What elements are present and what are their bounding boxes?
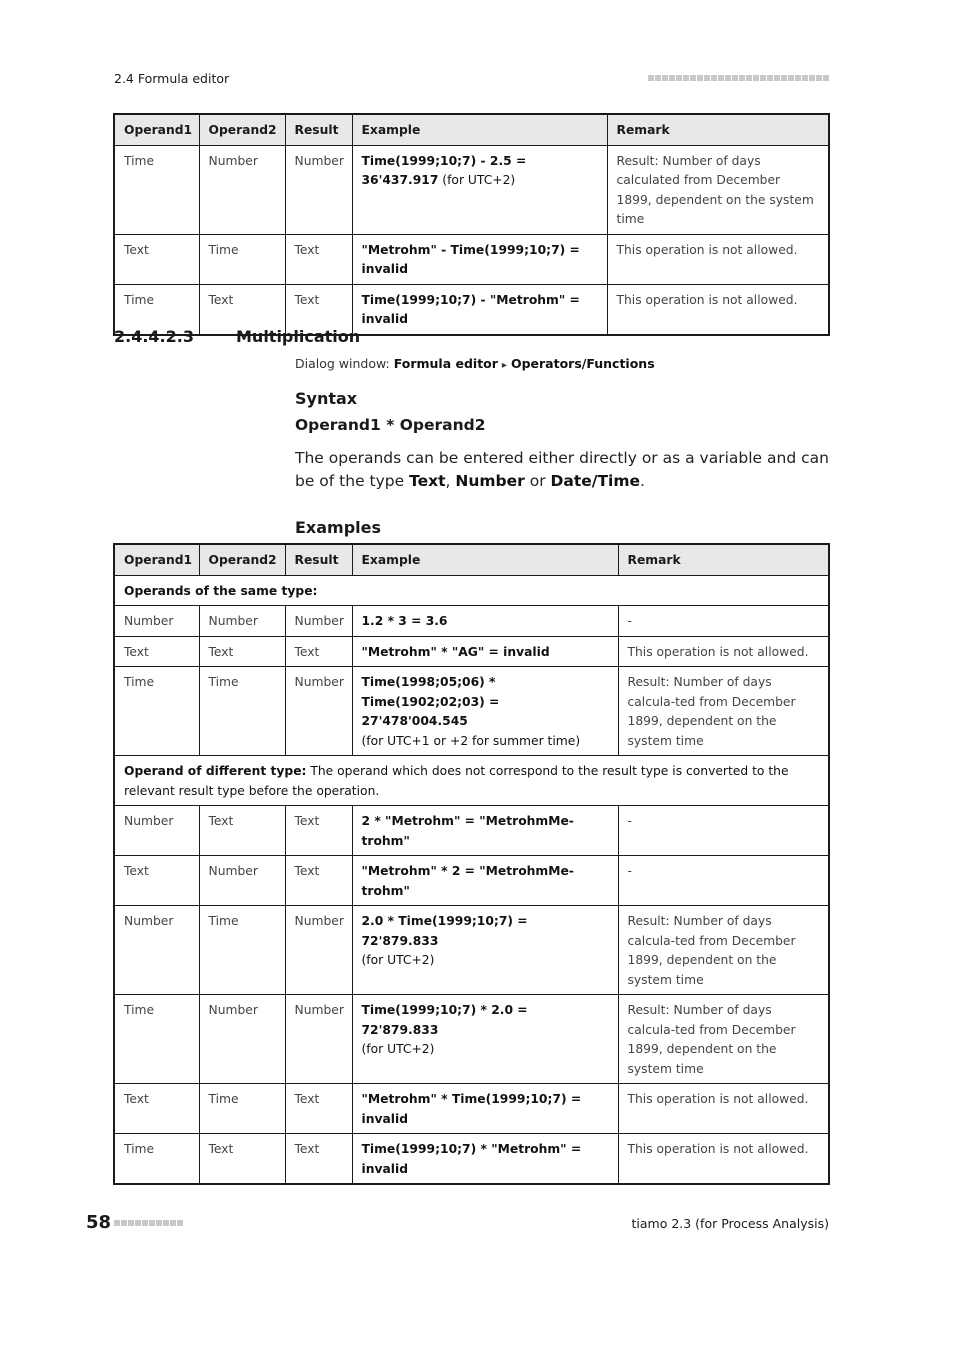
cell-operand2: Number — [199, 995, 285, 1084]
description-paragraph — [295, 447, 835, 493]
type-text: Text — [409, 472, 446, 490]
dot-square — [781, 75, 787, 81]
page-number: 58 — [86, 1212, 112, 1233]
footer-product: tiamo 2.3 (for Process Analysis) — [631, 1216, 829, 1231]
cell-remark: - — [618, 856, 829, 906]
column-header: Operand2 — [199, 114, 285, 145]
cell-example — [352, 145, 607, 234]
cell-result: Number — [285, 145, 352, 234]
dot-square — [690, 75, 696, 81]
cell-operand1: Text — [114, 234, 199, 284]
cell-example — [352, 856, 618, 906]
example-expression: 2.0 * Time(1999;10;7) = 72'879.833 — [361, 914, 528, 948]
dot-square — [802, 75, 808, 81]
cell-operand1: Number — [114, 906, 199, 995]
cell-operand2: Number — [199, 606, 285, 637]
syntax-heading: Syntax — [295, 389, 358, 408]
example-note: (for UTC+1 or +2 for summer time) — [361, 733, 581, 748]
group-title: Operands of the same type: — [124, 583, 318, 598]
dot-square — [760, 75, 766, 81]
cell-remark: - — [618, 806, 829, 856]
table-header-row — [114, 544, 829, 575]
cell-operand1: Time — [114, 667, 199, 756]
type-datetime: Date/Time — [550, 472, 640, 490]
dot-square — [135, 1220, 141, 1226]
group-row — [114, 575, 829, 606]
example-expression: "Metrohm" * Time(1999;10;7) = invalid — [361, 1092, 582, 1126]
dot-square — [704, 75, 710, 81]
group-title: Operand of different type: — [124, 764, 307, 778]
dot-square — [149, 1220, 155, 1226]
cell-remark: Result: Number of days calcula-ted from December 1899, dependent on the system time — [618, 995, 829, 1084]
dot-square — [725, 75, 731, 81]
type-number: Number — [455, 472, 525, 490]
table-row — [114, 234, 829, 284]
dot-square — [718, 75, 724, 81]
cell-operand1: Text — [114, 856, 199, 906]
group-description: The operand which does not correspond to the result type is converted to the relevant result type before the operation. — [124, 764, 789, 798]
cell-result: Number — [285, 995, 352, 1084]
dot-square — [788, 75, 794, 81]
column-header: Example — [352, 544, 618, 575]
para-text: The operands can be entered either directly or as a variable and can be of the type — [295, 449, 829, 490]
dot-square — [746, 75, 752, 81]
cell-example — [352, 1134, 618, 1185]
group-label — [114, 756, 829, 806]
para-text: , — [445, 472, 456, 490]
group-label — [114, 575, 829, 606]
example-expression: Time(1998;05;06) * Time(1902;02;03) = 27'478'004.545 — [361, 675, 500, 728]
cell-operand2: Time — [199, 234, 285, 284]
example-expression: Time(1999;10;7) - "Metrohm" = invalid — [361, 292, 580, 326]
dot-square — [655, 75, 661, 81]
cell-example — [352, 1084, 618, 1134]
cell-operand2: Number — [199, 145, 285, 234]
cell-remark: Result: Number of days calcula-ted from December 1899, dependent on the system time — [618, 906, 829, 995]
cell-example — [352, 806, 618, 856]
cell-result: Text — [285, 284, 352, 335]
cell-operand1: Number — [114, 606, 199, 637]
dot-square — [114, 1220, 120, 1226]
table-multiplication-examples — [113, 543, 830, 1185]
dialog-tab: Operators/Functions — [510, 356, 655, 371]
cell-operand2: Text — [199, 1134, 285, 1185]
table-row — [114, 995, 829, 1084]
cell-example — [352, 284, 607, 335]
table-row — [114, 606, 829, 637]
cell-operand2: Time — [199, 667, 285, 756]
cell-operand2: Time — [199, 1084, 285, 1134]
dot-square — [156, 1220, 162, 1226]
dot-square — [121, 1220, 127, 1226]
dot-square — [711, 75, 717, 81]
cell-operand2: Text — [199, 284, 285, 335]
dot-square — [177, 1220, 183, 1226]
cell-remark: Result: Number of days calcula-ted from December 1899, dependent on the system time — [618, 667, 829, 756]
dot-square — [809, 75, 815, 81]
path-arrow-icon: ▸ — [501, 360, 507, 371]
example-expression: "Metrohm" * 2 = "MetrohmMe-trohm" — [361, 864, 574, 898]
column-header: Example — [352, 114, 607, 145]
cell-operand1: Number — [114, 806, 199, 856]
column-header: Result — [285, 114, 352, 145]
cell-result: Text — [285, 856, 352, 906]
cell-operand1: Time — [114, 1134, 199, 1185]
cell-remark: This operation is not allowed. — [618, 636, 829, 667]
cell-remark: This operation is not allowed. — [607, 234, 829, 284]
dot-square — [128, 1220, 134, 1226]
cell-operand2: Number — [199, 856, 285, 906]
example-expression: Time(1999;10;7) - 2.5 = 36'437.917 — [361, 153, 527, 187]
para-text: . — [640, 472, 645, 490]
table-row — [114, 856, 829, 906]
dot-square — [676, 75, 682, 81]
cell-result: Text — [285, 234, 352, 284]
dot-square — [732, 75, 738, 81]
column-header: Operand2 — [199, 544, 285, 575]
group-row — [114, 756, 829, 806]
cell-operand1: Time — [114, 145, 199, 234]
example-expression: 1.2 * 3 = 3.6 — [361, 614, 448, 628]
cell-result: Number — [285, 667, 352, 756]
table-row — [114, 1134, 829, 1185]
cell-example — [352, 995, 618, 1084]
example-note: (for UTC+2) — [361, 1042, 435, 1056]
dot-square — [697, 75, 703, 81]
example-expression: Time(1999;10;7) * 2.0 = 72'879.833 — [361, 1003, 528, 1037]
cell-example — [352, 636, 618, 667]
cell-remark: This operation is not allowed. — [618, 1134, 829, 1185]
cell-operand2: Text — [199, 806, 285, 856]
cell-operand1: Text — [114, 636, 199, 667]
column-header: Operand1 — [114, 114, 199, 145]
column-header: Operand1 — [114, 544, 199, 575]
cell-example — [352, 906, 618, 995]
dot-square — [163, 1220, 169, 1226]
examples-heading: Examples — [295, 518, 382, 537]
example-note: (for UTC+2) — [361, 953, 435, 967]
dot-square — [142, 1220, 148, 1226]
example-expression: Time(1999;10;7) * "Metrohm" = invalid — [361, 1142, 582, 1176]
table-row — [114, 806, 829, 856]
para-text: or — [524, 472, 551, 490]
table-row — [114, 636, 829, 667]
column-header: Result — [285, 544, 352, 575]
dot-square — [669, 75, 675, 81]
header-decoration — [648, 75, 829, 81]
cell-operand1: Text — [114, 1084, 199, 1134]
cell-example — [352, 667, 618, 756]
dot-square — [823, 75, 829, 81]
column-header: Remark — [607, 114, 829, 145]
cell-result: Text — [285, 636, 352, 667]
table-row — [114, 284, 829, 335]
cell-operand2: Text — [199, 636, 285, 667]
dot-square — [739, 75, 745, 81]
dot-square — [767, 75, 773, 81]
cell-remark: Result: Number of days calculated from December 1899, dependent on the system time — [607, 145, 829, 234]
cell-operand1: Time — [114, 284, 199, 335]
dot-square — [648, 75, 654, 81]
cell-result: Number — [285, 906, 352, 995]
cell-example — [352, 606, 618, 637]
example-expression: "Metrohm" - Time(1999;10;7) = invalid — [361, 242, 580, 276]
dialog-name: Formula editor — [393, 356, 498, 371]
cell-result: Number — [285, 606, 352, 637]
cell-operand2: Time — [199, 906, 285, 995]
dot-square — [816, 75, 822, 81]
column-header: Remark — [618, 544, 829, 575]
table-row — [114, 1084, 829, 1134]
cell-result: Text — [285, 806, 352, 856]
example-expression: 2 * "Metrohm" = "MetrohmMe-trohm" — [361, 814, 574, 848]
running-header: 2.4 Formula editor — [114, 71, 230, 86]
cell-remark: This operation is not allowed. — [618, 1084, 829, 1134]
table-subtraction-examples — [113, 113, 830, 336]
syntax-value: Operand1 * Operand2 — [295, 416, 486, 434]
dialog-path — [295, 356, 655, 371]
dot-square — [170, 1220, 176, 1226]
cell-operand1: Time — [114, 995, 199, 1084]
footer-decoration — [114, 1220, 183, 1226]
dot-square — [753, 75, 759, 81]
table-row — [114, 906, 829, 995]
section-title: Multiplication — [236, 327, 361, 346]
section-number: 2.4.4.2.3 — [114, 327, 194, 346]
example-expression: "Metrohm" * "AG" = invalid — [361, 644, 550, 659]
dot-square — [774, 75, 780, 81]
cell-remark: - — [618, 606, 829, 637]
table-row — [114, 145, 829, 234]
cell-result: Text — [285, 1134, 352, 1185]
dot-square — [795, 75, 801, 81]
cell-example — [352, 234, 607, 284]
example-note: (for UTC+2) — [438, 173, 516, 187]
cell-remark: This operation is not allowed. — [607, 284, 829, 335]
dot-square — [683, 75, 689, 81]
dialog-label: Dialog window: — [295, 356, 394, 371]
table-row — [114, 667, 829, 756]
dot-square — [662, 75, 668, 81]
cell-result: Text — [285, 1084, 352, 1134]
table-header-row — [114, 114, 829, 145]
